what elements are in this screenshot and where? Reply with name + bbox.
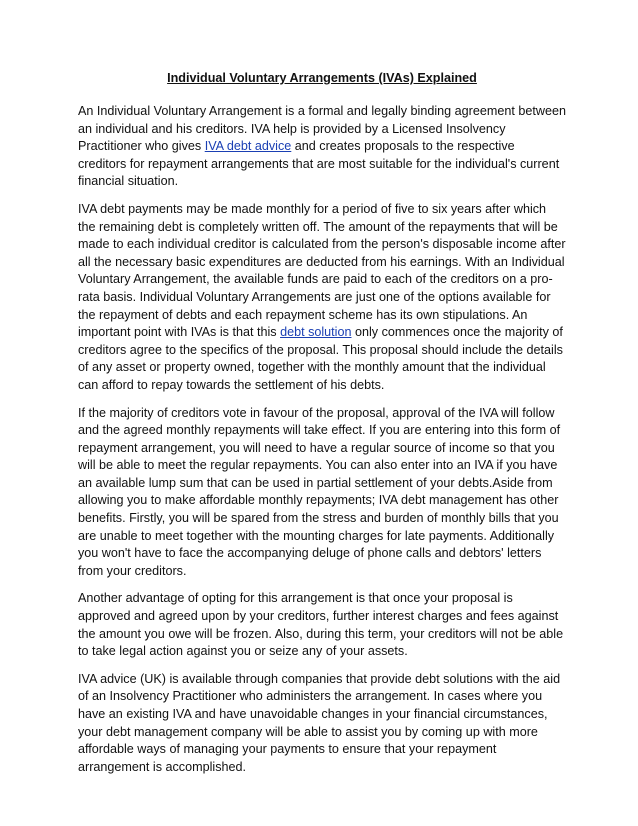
paragraph-intro-text-before: An Individual Voluntary Arrangement is a formal and legally binding agreement between an individual and his creditors. IVA help is provided by a Licensed Insolvency Practitioner who gives (78, 104, 566, 154)
paragraph-payments (78, 201, 566, 395)
iva-debt-advice-link[interactable]: IVA debt advice (204, 139, 292, 154)
paragraph-approval: If the majority of creditors vote in favour of the proposal, approval of the IVA will follow and the agreed monthly repayments will take effect. If you are entering into this form of repayment arrangement, you will need to have a regular source of income so that you will be able to meet the regular repayments. You can also enter into an IVA if you have an available lump sum that can be used in partial settlement of your debts.Aside from allowing you to make affordable monthly repayments; IVA debt management has other benefits. Firstly, you will be spared from the stress and burden of monthly bills that you are unable to meet together with the mounting charges for late payments. Additionally you won't have to face the accompanying deluge of phone calls and debtors' letters from your creditors. (78, 405, 561, 578)
document-page (78, 70, 566, 786)
page-title: Individual Voluntary Arrangements (IVAs) Explained (167, 71, 477, 85)
paragraph-advice: IVA advice (UK) is available through companies that provide debt solutions with the aid of an Insolvency Practitioner who administers the arrangement. In cases where you have an existing IVA and have unavoidable changes in your financial circumstances, your debt management company will be able to assist you by coming up with more affordable ways of managing your payments to ensure that your repayment arrangement is accomplished. (78, 671, 561, 774)
paragraph-intro (78, 103, 566, 191)
paragraph-payments-text-before: IVA debt payments may be made monthly for a period of five to six years after which the remaining debt is completely written off. The amount of the repayments that will be made to each individual creditor is calculated from the person's disposable income after all the necessary basic expenditures are deducted from his earnings. With an Individual Voluntary Arrangement, the available funds are paid to each of the creditors on a pro-rata basis. Individual Voluntary Arrangements are just one of the options available for the repayment of debts and each repayment scheme has its own stipulations. An important point with IVAs is that this (78, 201, 566, 340)
paragraph-payments-text-after: only commences once the majority of creditors agree to the specifics of the proposal. This proposal should include the details of any asset or property owned, together with the monthly amount that the individual can afford to repay towards the settlement of his debts. (78, 325, 563, 392)
paragraph-advantage: Another advantage of opting for this arrangement is that once your proposal is approved and agreed upon by your creditors, further interest charges and fees against the amount you owe will be frozen. Also, during this term, your creditors will not be able to take legal action against you or seize any of your assets. (78, 591, 564, 659)
debt-solution-link[interactable]: debt solution (280, 325, 352, 340)
paragraph-intro-text-after: and creates proposals to the respective creditors for repayment arrangements that are most suitable for the individual's current financial situation. (78, 139, 560, 189)
